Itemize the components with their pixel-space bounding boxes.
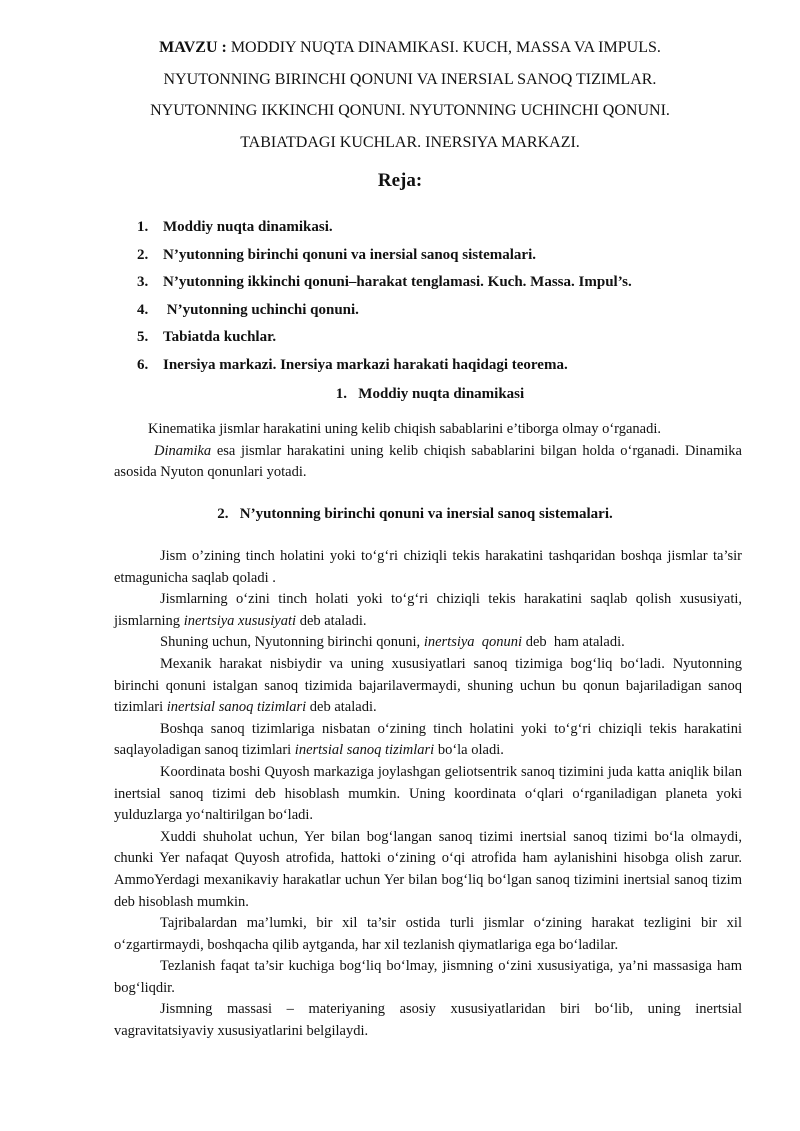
paragraph: Jismning massasi – materiyaning asosiy xususiyatlaridan biri bo‘lib, uning inertsial vagravitatsiyaviy xususiyatlarini belgilaydi.	[114, 1001, 742, 1040]
italic-term: inertsial sanoq tizimlari	[166, 699, 307, 716]
plan-item	[137, 324, 632, 352]
paragraph-text: Shuning uchun, Nyutonning birinchi qonuni,	[160, 634, 424, 651]
title-line-2: NYUTONNING BIRINCHI QONUNI VA INERSIAL SANOQ TIZIMLAR.	[163, 70, 657, 88]
paragraph	[114, 719, 742, 762]
plan-item	[137, 297, 632, 325]
section-1-heading: 1. Moddiy nuqta dinamikasi	[335, 386, 525, 402]
paragraph: Xuddi shuholat uchun, Yer bilan bog‘langan sanoq tizimi inertsial sanoq tizimi bo‘la olmaydi, chunki Yer nafaqat Quyosh atrofida, hattoki o‘zining o‘qi atrofida ham aylanishini hisobga olish zarur. AmmoYerdagi mexanikaviy harakatlar uchun Yer bilan bog‘liq bo‘lgan sanoq tizimini inertsial sanoq tizim deb hisoblash mumkin.	[114, 828, 742, 910]
paragraph	[114, 632, 742, 654]
plan-item-text: N’yutonning birinchi qonuni va inersial sanoq sistemalari.	[163, 246, 536, 263]
topic-title	[80, 32, 740, 158]
plan-item-number: 6.	[137, 356, 149, 373]
plan-item-text: N’yutonning uchinchi qonuni.	[163, 301, 359, 318]
plan-heading: Reja:	[377, 170, 423, 191]
paragraph-text: Boshqa sanoq tizimlariga nisbatan o‘zining tinch holatini yoki to‘g‘ri chiziqli tekis harakatini saqlayoladigan sanoq tizimlari	[114, 720, 742, 759]
plan-item-text: Tabiatda kuchlar.	[163, 329, 277, 346]
paragraph-text: deb ataladi.	[306, 699, 377, 716]
italic-term: inertsiya qonuni	[423, 634, 523, 651]
plan-item-number: 4.	[137, 301, 149, 318]
title-lead: MAVZU :	[159, 39, 227, 56]
plan-item-number: 5.	[137, 329, 149, 346]
title-line-1	[80, 32, 740, 64]
paragraph	[114, 589, 742, 632]
paragraph-text: deb ham ataladi.	[522, 634, 625, 651]
title-line-3: NYUTONNING IKKINCHI QONUNI. NYUTONNING UCHINCHI QONUNI.	[150, 102, 670, 119]
paragraph: Jism o’zining tinch holatini yoki to‘g‘ri chiziqli tekis harakatini tashqaridan boshqa jismlar ta’sir etmagunicha saqlab qoladi .	[114, 548, 742, 586]
section-2-heading: 2. N’yutonning birinchi qonuni va inersial sanoq sistemalari.	[217, 506, 613, 522]
paragraph-text: deb ataladi.	[296, 612, 367, 629]
paragraph-text: Jismlarning o‘zini tinch holati yoki to‘g‘ri chiziqli tekis harakatini saqlab qolish xususiyati, jismlarning	[114, 591, 742, 629]
italic-term: inertsiya xususiyati	[183, 612, 297, 629]
paragraph-text: esa jismlar harakatini uning kelib chiqish sabablarini bilgan holda o‘rganadi. Dinamika asosida Nyuton qonunlari yotadi.	[114, 442, 742, 481]
plan-item	[137, 352, 632, 380]
paragraph: Tezlanish faqat ta’sir kuchiga bog‘liq bo‘lmay, jismning o‘zini xususiyatiga, ya’ni massasiga ham bog‘liqdir.	[114, 958, 742, 996]
plan-item-number: 1.	[137, 219, 149, 235]
italic-term: Dinamika	[154, 442, 212, 459]
italic-term: inertsial sanoq tizimlari	[294, 742, 435, 759]
title-line-4: TABIATDAGI KUCHLAR. INERSIYA MARKAZI.	[240, 133, 580, 151]
title-line-1-text: MODDIY NUQTA DINAMIKASI. KUCH, MASSA VA IMPULS.	[226, 39, 661, 56]
plan-item-text: N’yutonning ikkinchi qonuni–harakat tenglamasi. Kuch. Massa. Impul’s.	[163, 274, 632, 291]
plan-item-number: 2.	[137, 246, 149, 263]
plan-item-number: 3.	[137, 274, 149, 291]
plan-item-text: Moddiy nuqta dinamikasi.	[163, 219, 333, 235]
plan-list	[137, 214, 632, 380]
paragraph-text: Mexanik harakat nisbiydir va uning xususiyatlari sanoq tizimiga bog‘liq bo‘ladi. Nyutonning birinchi qonuni istalgan sanoq tizimida bajarilavermaydi, shuning uchun bu qonun bajariladigan sanoq tizimlari	[114, 655, 742, 716]
plan-item	[137, 214, 632, 242]
plan-item	[137, 269, 632, 297]
plan-item-text: Inersiya markazi. Inersiya markazi harakati haqidagi teorema.	[163, 356, 568, 373]
paragraph	[114, 441, 742, 484]
section-2-body	[114, 546, 742, 1043]
paragraph	[114, 654, 742, 719]
paragraph-text: bo‘la oladi.	[434, 742, 504, 759]
section-1-body	[114, 419, 742, 484]
plan-item	[137, 242, 632, 270]
paragraph: Koordinata boshi Quyosh markaziga joylashgan geliotsentrik sanoq tizimini juda katta aniqlik bilan inertsial sanoq tizimi deb hisoblash mumkin. Uning koordinata o‘qlari o‘rganiladigan planeta yoki yulduzlarga yo‘naltirilgan bo‘ladi.	[114, 763, 742, 824]
paragraph: Kinematika jismlar harakatini uning kelib chiqish sabablarini e’tiborga olmay o‘rganadi.	[148, 421, 662, 437]
paragraph: Tajribalardan ma’lumki, bir xil ta’sir ostida turli jismlar o‘zining harakat tezligini bir xil o‘zgartirmaydi, boshqacha qilib aytganda, har xil tezlanish qiymatlariga ega bo‘ladilar.	[114, 915, 742, 953]
